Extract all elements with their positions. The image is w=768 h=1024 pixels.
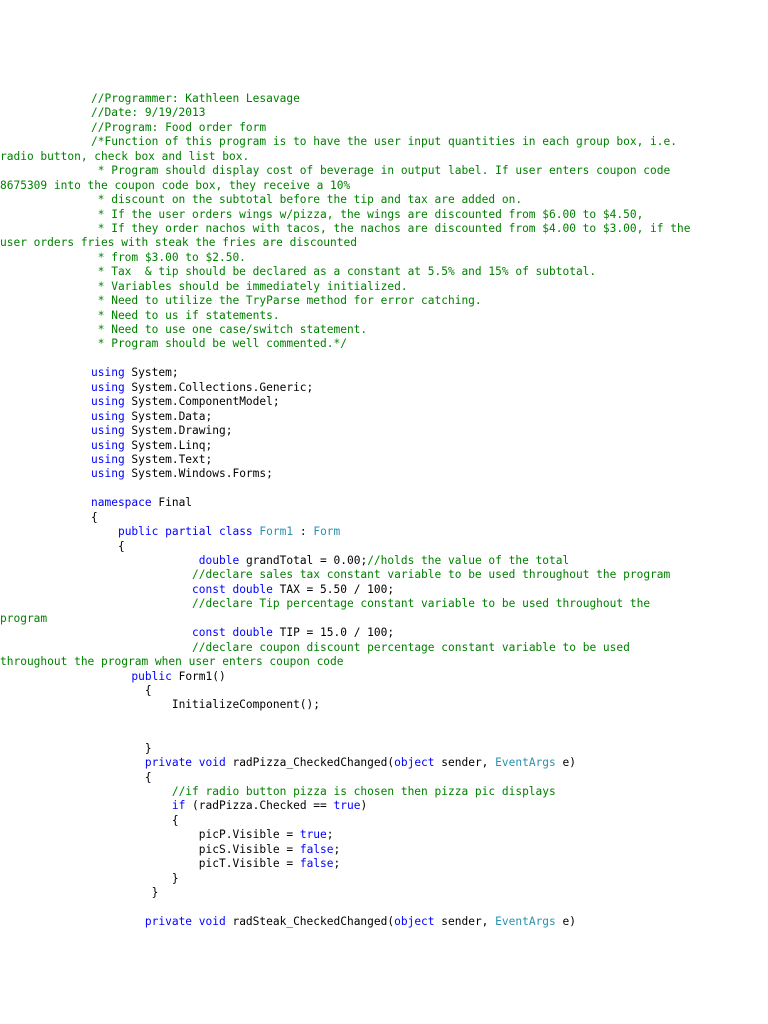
tip-comment-wrap-line: [0, 611, 721, 626]
tax-comment-line: [91, 568, 721, 582]
pizza-comment-line: [91, 785, 721, 799]
field-tax: [91, 583, 721, 597]
using-directive: [91, 410, 721, 424]
using-directive: [91, 467, 721, 481]
block-comment-wrap: user orders fries with steak the fries are discounted: [0, 236, 357, 250]
using-namespace: System.Linq;: [124, 438, 213, 452]
field-code: TAX = 5.50 / 100;: [272, 582, 395, 596]
true-keyword: true: [333, 799, 361, 813]
method-keywords: private void: [144, 914, 226, 928]
using-directive: [91, 453, 721, 467]
block-comment-line: [0, 149, 721, 164]
sender-param: sender,: [434, 914, 496, 928]
pic-s-assignment: [91, 843, 721, 857]
bool-value: false: [299, 842, 334, 856]
tax-comment: //declare sales tax constant variable to be used throughout the program: [192, 568, 671, 582]
semicolon: ;: [326, 828, 334, 842]
block-comment-wrap: radio button, check box and list box.: [0, 149, 250, 163]
blank-line: [91, 482, 721, 496]
blank-line: [91, 727, 721, 741]
block-comment-line: * Variables should be immediately initialized.: [91, 279, 408, 293]
object-keyword: object: [394, 914, 435, 928]
coupon-comment-wrap-line: [0, 655, 721, 669]
blank-line: [91, 901, 721, 915]
namespace-declaration: [91, 496, 721, 510]
constructor-signature: Form1(): [171, 669, 226, 683]
blank-line: [91, 352, 721, 366]
field-grand-total: [91, 554, 721, 568]
param-end: e): [555, 756, 576, 770]
if-condition-end: ): [360, 799, 368, 813]
block-comment-wrap: 8675309 into the coupon code box, they receive a 10%: [0, 178, 351, 192]
eventargs-type: EventArgs: [495, 914, 556, 928]
pic-p-assignment: [91, 828, 721, 842]
blank-line: [91, 713, 721, 727]
if-open-brace: [91, 814, 721, 828]
public-keyword: public: [131, 669, 172, 683]
using-directive: [91, 395, 721, 409]
using-keyword: using: [91, 467, 125, 481]
const-keywords: const double: [192, 582, 273, 596]
if-keyword: if: [171, 799, 186, 813]
coupon-comment-wrap: throughout the program when user enters coupon code: [0, 655, 344, 669]
block-comment-line: * discount on the subtotal before the tip and tax are added on.: [91, 193, 523, 207]
code-listing: [0, 92, 721, 929]
using-namespace: System.Drawing;: [124, 424, 233, 438]
class-modifiers: public partial class: [117, 525, 253, 539]
programmer-comment: //Programmer: Kathleen Lesavage: [91, 92, 300, 105]
field-tip: [91, 626, 721, 640]
pizza-method-open-brace: [91, 771, 721, 785]
type-keyword: double: [198, 554, 240, 567]
block-comment-line: * Need to utilize the TryParse method for error catching.: [91, 294, 482, 308]
method-name: radPizza_CheckedChanged(: [225, 756, 395, 770]
assignment-code: picP.Visible =: [198, 828, 300, 842]
block-comment-line: * If they order nachos with tacos, the nachos are discounted from $4.00 to $3.00, if the: [91, 221, 691, 235]
if-close-brace: [91, 872, 721, 886]
block-comment-line: * from $3.00 to $2.50.: [91, 250, 246, 264]
method-keywords: private void: [144, 756, 226, 770]
brace: }: [171, 871, 179, 885]
block-comment-line: * Tax & tip should be declared as a constant at 5.5% and 15% of subtotal.: [91, 265, 597, 279]
constructor-declaration: [91, 670, 721, 684]
field-comment: //holds the value of the total: [367, 554, 570, 567]
bool-value: true: [299, 828, 327, 842]
using-keyword: using: [91, 424, 125, 438]
using-keyword: using: [91, 409, 125, 423]
block-comment-line: [0, 236, 721, 250]
using-keyword: using: [91, 452, 125, 466]
sender-param: sender,: [434, 756, 496, 770]
using-namespace: System.Text;: [124, 452, 213, 466]
using-namespace: System.ComponentModel;: [124, 395, 280, 409]
pic-t-assignment: [91, 857, 721, 871]
using-namespace: System.Collections.Generic;: [124, 380, 314, 394]
using-namespace: System.Data;: [124, 409, 213, 423]
block-comment-line: [0, 178, 721, 193]
class-declaration: [91, 525, 721, 539]
brace: {: [171, 813, 179, 827]
namespace-name: Final: [151, 496, 193, 510]
class-base: Form: [313, 525, 341, 539]
using-namespace: System.Windows.Forms;: [124, 467, 273, 481]
class-colon: :: [293, 525, 314, 539]
using-keyword: using: [91, 395, 125, 409]
coupon-comment-line: [91, 641, 721, 655]
assignment-code: picS.Visible =: [198, 842, 300, 856]
brace: {: [144, 683, 152, 697]
namespace-open-brace: {: [91, 510, 98, 524]
eventargs-type: EventArgs: [495, 756, 556, 770]
field-code: TIP = 15.0 / 100;: [272, 626, 395, 640]
pizza-comment: //if radio button pizza is chosen then pizza pic displays: [171, 785, 556, 798]
using-directive: [91, 366, 721, 380]
block-comment-line: * Program should display cost of beverage in output label. If user enters coupon code: [91, 164, 671, 178]
using-namespace: System;: [124, 366, 179, 380]
if-statement: [91, 799, 721, 813]
brace: }: [144, 741, 152, 755]
param-end: e): [555, 914, 576, 928]
field-code: grandTotal = 0.00;: [239, 554, 368, 567]
namespace-keyword: namespace: [91, 496, 152, 510]
constructor-body: [91, 698, 721, 712]
semicolon: ;: [333, 857, 341, 871]
tip-comment-wrap: program: [0, 611, 48, 625]
constructor-open-brace: [91, 684, 721, 698]
const-keywords: const double: [192, 626, 273, 640]
steak-method-signature: [91, 915, 721, 929]
initialize-call: InitializeComponent();: [171, 698, 321, 712]
block-comment-line: * Need to use one case/switch statement.: [91, 323, 368, 336]
tip-comment: //declare Tip percentage constant variable to be used throughout the: [192, 597, 651, 611]
constructor-close-brace: [91, 742, 721, 756]
brace: {: [144, 770, 152, 784]
using-keyword: using: [91, 380, 125, 394]
pizza-method-signature: [91, 756, 721, 770]
semicolon: ;: [333, 842, 341, 856]
tip-comment-line: [91, 597, 721, 611]
block-comment-line: * Need to us if statements.: [91, 308, 280, 322]
object-keyword: object: [394, 756, 435, 770]
block-comment-line: * If the user orders wings w/pizza, the wings are discounted from $6.00 to $4.50,: [91, 207, 644, 221]
block-comment-line: * Program should be well commented.*/: [91, 337, 347, 351]
date-comment: //Date: 9/19/2013: [91, 106, 206, 120]
brace: }: [151, 886, 159, 900]
block-comment-line: /*Function of this program is to have the user input quantities in each group box, i.e.: [91, 135, 677, 149]
class-name: Form1: [259, 525, 294, 539]
brace: {: [117, 539, 125, 553]
using-keyword: using: [91, 438, 125, 452]
program-comment: //Program: Food order form: [91, 120, 267, 134]
using-directive: [91, 381, 721, 395]
class-open-brace: [91, 540, 721, 554]
using-keyword: using: [91, 366, 125, 380]
assignment-code: picT.Visible =: [198, 857, 300, 871]
using-directive: [91, 439, 721, 453]
bool-value: false: [299, 857, 334, 871]
if-condition: (radPizza.Checked ==: [185, 799, 334, 813]
coupon-comment: //declare coupon discount percentage constant variable to be used: [192, 640, 630, 654]
using-directive: [91, 424, 721, 438]
method-name: radSteak_CheckedChanged(: [225, 914, 395, 928]
pizza-method-close-brace: [91, 886, 721, 900]
